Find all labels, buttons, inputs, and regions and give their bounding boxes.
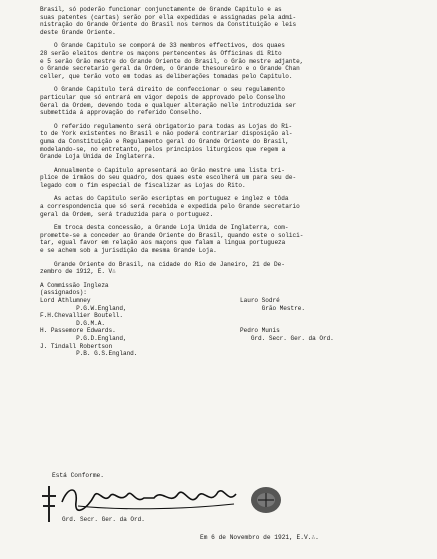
cross-icon bbox=[40, 484, 58, 524]
signatory-line: Grão Mestre. bbox=[240, 304, 305, 312]
text-line: Em troca desta concessão, a Grande Loja Unida de Inglaterra, com- bbox=[54, 224, 289, 232]
text-line: O referido regulamento será obrigatorio para todas as Lojas do Ri- bbox=[54, 122, 293, 130]
text-line: e 5 serão Grão mestre do Grande Oriente do Brasil, o Grão mestre adjante, bbox=[40, 57, 304, 65]
signatory-line: Lauro Sodré bbox=[240, 297, 280, 304]
text-line: legado com o fim especial de fiscalizar as Lojas do Rito. bbox=[40, 181, 246, 189]
text-line: Grande Oriente do Brasil, na cidade do Rio de Janeiro, 21 de De- bbox=[54, 260, 285, 268]
text-line: o Grande secretario geral da Ordem, o Grande thesoureiro e o Grande Chan bbox=[40, 65, 300, 73]
text-line: geral da Ordem, será traduzida para o portuguez. bbox=[40, 210, 214, 218]
paragraph bbox=[40, 224, 419, 254]
signatory-line: J. Tindall Robertson bbox=[40, 342, 113, 350]
paragraph bbox=[40, 261, 419, 276]
brazil-signatories bbox=[240, 282, 420, 358]
text-line: guma da Constituição e Regulamento geral do Grande Oriente do Brasil, bbox=[40, 137, 289, 145]
text-line: Annualmente o Capitulo apresentará ao Grão mestre uma lista tri- bbox=[54, 166, 285, 174]
text-line: nistração do Grande Oriente do Brasil nos termos da Constituição e leis bbox=[40, 21, 297, 29]
text-line: plice de irmãos do seu quadro, dos quaes este escolherá um para seu de- bbox=[40, 174, 297, 182]
text-line: Grande Loja Unida de Inglaterra. bbox=[40, 153, 156, 161]
signatories-block bbox=[40, 282, 419, 372]
signatory-line: Lord Athlumney bbox=[40, 297, 91, 304]
text-line: celler, que terão voto em todas as deliberações tomadas pelo Capitulo. bbox=[40, 72, 293, 80]
signatory-line: Grd. Secr. Ger. da Ord. bbox=[240, 334, 334, 342]
official-seal-icon bbox=[248, 484, 284, 516]
signatory-line bbox=[240, 343, 420, 351]
text-line: deste Grande Oriente. bbox=[40, 28, 116, 36]
signature-title: Grd. Secr. Ger. da Ord. bbox=[62, 516, 145, 523]
text-line: O Grande Capitulo se comporá de 33 membros effectivos, dos quaes bbox=[54, 42, 285, 50]
text-line: a correspondencia que só será recebida e expedida pelo Grande secretario bbox=[40, 203, 300, 211]
text-line: O Grande Capitulo terá direito de confeccionar o seu regulamento bbox=[54, 86, 285, 94]
text-line: submettida á approvação do referido Conselho. bbox=[40, 109, 203, 117]
english-commission-signatories bbox=[40, 282, 240, 358]
text-line: promette-se a conceder ao Grande Oriente do Brasil, quando este o solici- bbox=[40, 231, 304, 239]
signatory-line bbox=[240, 350, 420, 358]
signatory-line bbox=[240, 289, 420, 297]
signatory-line: F.H.Chevallier Boutell. bbox=[40, 312, 123, 320]
footer-block bbox=[40, 472, 420, 552]
handwritten-signature bbox=[58, 482, 248, 512]
signatory-line: H. Passemore Edwards. bbox=[40, 327, 116, 335]
signatory-line: P.G.W.England, bbox=[40, 304, 127, 312]
paragraph bbox=[40, 86, 419, 116]
signatory-line: P.G.D.England, bbox=[40, 334, 127, 342]
text-line: 28 serão eleitos dentre os maçons pertencentes ás Officinas di Rito bbox=[40, 49, 282, 57]
text-line: Geral da Ordem, devendo toda e qualquer alteração nelle introduzida ser bbox=[40, 101, 297, 109]
signatory-line bbox=[240, 312, 420, 320]
signatory-line: P.B. G.S.England. bbox=[40, 350, 138, 358]
signatory-line: D.G.M.A. bbox=[40, 319, 105, 327]
conforme-label: Está Conforme. bbox=[52, 472, 104, 479]
document-body bbox=[40, 6, 419, 276]
signatory-line bbox=[240, 320, 420, 328]
date-line: Em 6 de Novembro de 1921, E.V.∴. bbox=[200, 534, 319, 541]
text-line: tar, egual favor em relação aos maçons que falam a lingua portugueza bbox=[40, 239, 286, 247]
signatory-line: A Commissão Ingleza bbox=[40, 281, 109, 289]
paragraph bbox=[40, 42, 419, 80]
text-line: As actas do Capitulo serão escriptas em portuguez e inglez e tôda bbox=[54, 195, 289, 203]
text-line: e se achem sob a jurisdição da mesma Grande Loja. bbox=[40, 247, 217, 255]
paragraph bbox=[40, 6, 419, 36]
paragraph bbox=[40, 123, 419, 161]
text-line: suas patentes (cartas) serão por ella expedidas e assignadas pela admi- bbox=[40, 13, 297, 21]
signatory-line: (assignados): bbox=[40, 289, 87, 297]
paragraph bbox=[40, 167, 419, 190]
signatory-line: Pedro Munis bbox=[240, 327, 280, 335]
paragraph bbox=[40, 195, 419, 218]
text-line: to de York existentes no Brasil e não poderá contrariar disposição al- bbox=[40, 130, 293, 138]
text-line: Brasil, só poderão funcionar conjunctamente de Grande Capitulo e as bbox=[40, 6, 282, 13]
text-line: particular que só entrará em vigor depois de approvado pelo Conselho bbox=[40, 93, 286, 101]
text-line: modelando-se, no entretanto, pelos principios liturgicos que regem a bbox=[40, 145, 286, 153]
text-line: zembro de 1912, E. V∴ bbox=[40, 268, 116, 276]
signatory-line bbox=[240, 282, 420, 290]
